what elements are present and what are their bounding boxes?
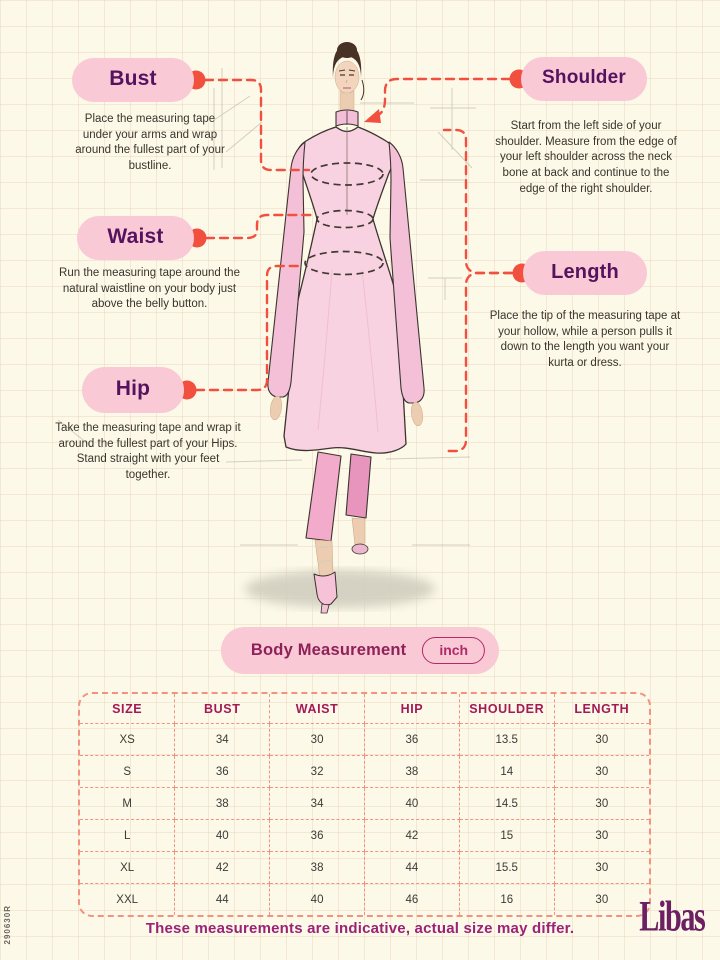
length-label-pill	[523, 251, 647, 295]
table-row	[80, 788, 649, 820]
table-cell: 30	[554, 820, 649, 852]
shoulder-arrowhead	[364, 109, 381, 123]
table-cell: 34	[270, 788, 365, 820]
table-cell: 36	[364, 724, 459, 756]
disclaimer-text: These measurements are indicative, actual size may differ.	[145, 920, 575, 937]
column-header: WAIST	[270, 694, 365, 724]
table-cell: 36	[270, 820, 365, 852]
table-cell: M	[80, 788, 175, 820]
table-cell: 16	[459, 884, 554, 916]
table-cell: XL	[80, 852, 175, 884]
brand-logo: Libas	[638, 894, 704, 941]
table-row	[80, 724, 649, 756]
hip-label-pill	[82, 367, 184, 413]
table-cell: 30	[554, 788, 649, 820]
column-header: HIP	[364, 694, 459, 724]
table-cell: 13.5	[459, 724, 554, 756]
hip-label: Hip	[115, 377, 151, 400]
table-cell: 38	[270, 852, 365, 884]
table-cell: 15	[459, 820, 554, 852]
table-cell: 30	[554, 724, 649, 756]
waist-label-pill	[77, 216, 194, 260]
table-cell: 30	[554, 852, 649, 884]
column-header: SIZE	[80, 694, 175, 724]
table-cell: 40	[364, 788, 459, 820]
size-table-container	[78, 692, 651, 917]
unit-toggle-inch[interactable]: inch	[422, 637, 485, 664]
size-table	[80, 694, 649, 915]
waist-label: Waist	[107, 225, 164, 248]
table-row	[80, 820, 649, 852]
table-cell: 40	[270, 884, 365, 916]
bust-description: Place the measuring tape under your arms and wrap around the fullest part of your bustline.	[75, 113, 225, 172]
model-sketch	[268, 42, 424, 613]
table-row	[80, 852, 649, 884]
bust-label: Bust	[109, 67, 157, 90]
hip-description: Take the measuring tape and wrap it around the fullest part of your Hips. Stand straight with your feet together.	[55, 422, 241, 481]
sku-code: 290630R	[3, 904, 12, 944]
table-cell: XS	[80, 724, 175, 756]
column-header: LENGTH	[554, 694, 649, 724]
floor-shadow	[245, 570, 435, 608]
table-cell: 42	[175, 852, 270, 884]
table-row	[80, 884, 649, 916]
table-cell: 36	[175, 756, 270, 788]
size-table-head	[80, 694, 649, 724]
size-table-body	[80, 724, 649, 916]
table-cell: 34	[175, 724, 270, 756]
table-cell: 15.5	[459, 852, 554, 884]
length-description: Place the tip of the measuring tape at your hollow, while a person pulls it down to the length you want your kurta or dress.	[489, 310, 681, 369]
waist-description: Run the measuring tape around the natural waistline on your body just above the belly button.	[59, 267, 240, 311]
table-cell: 42	[364, 820, 459, 852]
table-cell: 46	[364, 884, 459, 916]
shoulder-label-pill	[521, 57, 647, 101]
table-cell: 30	[554, 756, 649, 788]
column-header: SHOULDER	[459, 694, 554, 724]
table-cell: S	[80, 756, 175, 788]
table-cell: 40	[175, 820, 270, 852]
table-cell: 38	[175, 788, 270, 820]
table-cell: 30	[595, 893, 609, 906]
shoulder-description: Start from the left side of your shoulder. Measure from the edge of your left shoulder across the neck bone at back and continue to the edge of the right shoulder.	[495, 120, 677, 195]
table-cell: 38	[364, 756, 459, 788]
table-cell: 14.5	[459, 788, 554, 820]
body-measurement-header	[221, 627, 499, 674]
shoulder-connector-line	[373, 79, 510, 118]
table-row	[80, 756, 649, 788]
table-cell: 44	[364, 852, 459, 884]
table-cell: 32	[270, 756, 365, 788]
body-measurement-title: Body Measurement	[250, 641, 407, 659]
table-cell: 44	[175, 884, 270, 916]
column-header: BUST	[175, 694, 270, 724]
table-cell: L	[80, 820, 175, 852]
length-label: Length	[551, 260, 619, 283]
bust-label-pill	[72, 58, 194, 102]
table-cell: XXL	[80, 884, 175, 916]
table-cell: 14	[459, 756, 554, 788]
table-cell: 30	[270, 724, 365, 756]
shoulder-label: Shoulder	[542, 67, 626, 88]
